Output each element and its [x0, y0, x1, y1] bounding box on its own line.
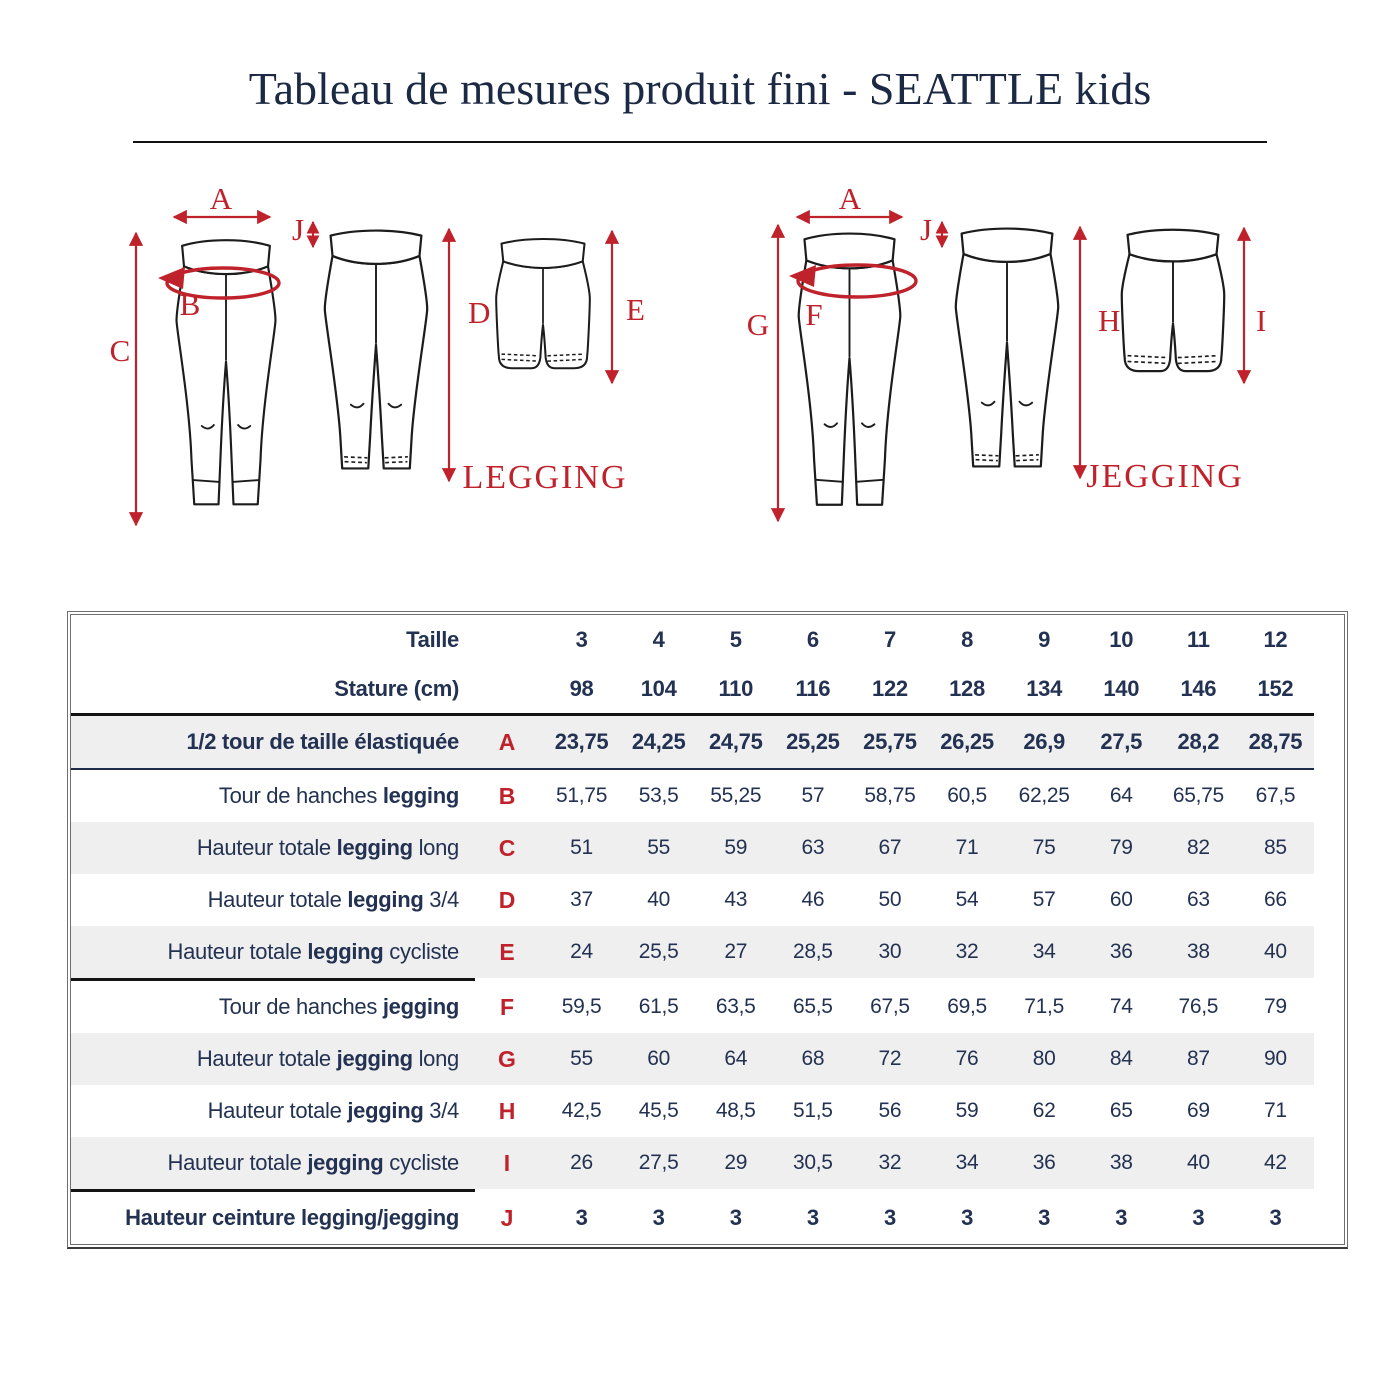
value-cell: 3 — [806, 1205, 819, 1230]
row-label-bold: jegging — [307, 1150, 384, 1175]
header-row — [71, 615, 1314, 664]
row-label — [71, 835, 471, 861]
row-label-post: 3/4 — [423, 1098, 459, 1123]
value-cell: 29 — [724, 1151, 748, 1174]
dim-label-j: J — [291, 212, 305, 247]
value-cell: 82 — [1186, 836, 1210, 859]
value-cell: 38 — [1109, 1151, 1133, 1174]
value-cell: 51 — [570, 836, 593, 859]
row-label-post: long — [412, 835, 459, 860]
measure-row-J — [71, 1192, 1314, 1244]
value-cell: 59 — [724, 836, 748, 859]
value-cell: 28,5 — [793, 940, 833, 963]
value-cell: 24 — [570, 940, 593, 963]
row-label-bold: legging — [307, 939, 384, 964]
dim-letter: C — [498, 834, 516, 861]
value-cell: 28,75 — [1248, 729, 1303, 754]
row-label-bold: jegging — [336, 1046, 413, 1071]
value-cell: 110 — [718, 675, 754, 701]
value-cell: 42 — [1264, 1151, 1287, 1174]
row-label — [71, 1205, 471, 1231]
value-cell: 23,75 — [554, 729, 609, 754]
value-cell: 4 — [652, 626, 665, 652]
value-cell: 26,25 — [940, 729, 994, 754]
title-divider — [133, 141, 1267, 143]
row-label — [71, 1046, 471, 1072]
value-cell: 62,25 — [1018, 784, 1070, 807]
row-label — [71, 676, 471, 702]
value-cell: 34 — [955, 1151, 979, 1174]
value-cell: 40 — [1264, 940, 1287, 963]
row-label-bold: Hauteur ceinture legging/jegging — [125, 1205, 459, 1230]
dim-letter: D — [498, 886, 516, 913]
value-cell: 55 — [570, 1047, 593, 1070]
value-cell: 90 — [1264, 1047, 1287, 1070]
row-label — [71, 1098, 471, 1124]
measure-row-B — [71, 770, 1314, 822]
measure-row-F — [71, 981, 1314, 1033]
value-cell: 45,5 — [638, 1099, 679, 1122]
value-cell: 98 — [569, 675, 594, 701]
value-cell: 65 — [1109, 1099, 1133, 1122]
row-label — [71, 1150, 471, 1176]
value-cell: 5 — [729, 626, 742, 652]
value-cell: 42,5 — [561, 1099, 602, 1122]
measure-row-C — [71, 822, 1314, 874]
row-label-post: cycliste — [383, 939, 459, 964]
value-cell: 71 — [1264, 1099, 1287, 1122]
measurement-table-inner — [70, 614, 1345, 1245]
value-cell: 75 — [1032, 836, 1056, 859]
value-cell: 58,75 — [864, 784, 916, 807]
dim-label-c: C — [109, 333, 131, 368]
value-cell: 27,5 — [1100, 729, 1143, 754]
row-label — [71, 783, 471, 809]
value-cell: 122 — [872, 675, 908, 701]
measure-row-I — [71, 1137, 1314, 1189]
value-cell: 7 — [883, 626, 896, 652]
value-cell: 30,5 — [793, 1151, 833, 1174]
value-cell: 63 — [1186, 888, 1210, 911]
value-cell: 71 — [955, 836, 979, 859]
row-label-pre: Hauteur totale — [207, 1098, 348, 1123]
row-label-bold: legging — [382, 783, 459, 808]
value-cell: 36 — [1109, 940, 1133, 963]
value-cell: 3 — [1115, 1205, 1128, 1230]
value-cell: 74 — [1109, 995, 1133, 1018]
value-cell: 25,5 — [638, 940, 679, 963]
row-label-bold: 1/2 tour de taille élastiquée — [186, 729, 459, 754]
page-title: Tableau de mesures produit fini - SEATTLE kids — [248, 63, 1152, 114]
value-cell: 57 — [801, 784, 825, 807]
value-cell: 64 — [1109, 784, 1133, 807]
value-cell: 36 — [1032, 1151, 1056, 1174]
value-cell: 11 — [1187, 626, 1210, 652]
row-label-pre: Hauteur totale — [167, 939, 308, 964]
value-cell: 61,5 — [638, 995, 679, 1018]
value-cell: 64 — [724, 1047, 748, 1070]
dim-letter: E — [499, 938, 515, 965]
value-cell: 8 — [961, 626, 973, 652]
row-label-post: cycliste — [383, 1150, 459, 1175]
value-cell: 26 — [570, 1151, 593, 1174]
value-cell: 3 — [1038, 1205, 1051, 1230]
row-label — [71, 729, 471, 755]
value-cell: 40 — [647, 888, 671, 911]
dim-letter: B — [498, 782, 516, 809]
legging-cycliste-drawing — [496, 239, 590, 368]
value-cell: 28,2 — [1177, 729, 1220, 754]
dim-label-d: D — [468, 295, 491, 330]
value-cell: 25,25 — [786, 729, 840, 754]
measurement-table — [67, 611, 1348, 1249]
value-cell: 6 — [806, 626, 819, 652]
legging-caption: LEGGING — [462, 459, 628, 496]
value-cell: 10 — [1109, 626, 1134, 652]
value-cell: 62 — [1032, 1099, 1056, 1122]
value-cell: 60 — [1109, 888, 1133, 911]
value-cell: 9 — [1038, 626, 1051, 652]
dim-label-b: B — [179, 287, 201, 322]
value-cell: 80 — [1032, 1047, 1056, 1070]
value-cell: 79 — [1109, 836, 1133, 859]
value-cell: 37 — [570, 888, 593, 911]
dim-letter: H — [498, 1097, 516, 1124]
dim-letter: A — [498, 728, 516, 755]
value-cell: 67,5 — [870, 995, 910, 1018]
value-cell: 134 — [1026, 675, 1063, 701]
dim-arrowhead-b — [158, 267, 185, 289]
legging-diagram — [100, 183, 660, 548]
value-cell: 3 — [883, 1205, 896, 1230]
value-cell: 24,25 — [631, 729, 686, 754]
value-cell: 63 — [801, 836, 825, 859]
value-cell: 24,75 — [708, 729, 763, 754]
value-cell: 71,5 — [1024, 995, 1064, 1018]
value-cell: 60 — [647, 1047, 671, 1070]
value-cell: 3 — [961, 1205, 973, 1230]
value-cell: 65,75 — [1172, 784, 1224, 807]
value-cell: 140 — [1103, 675, 1140, 701]
value-cell: 34 — [1032, 940, 1056, 963]
dim-label-a: A — [209, 183, 233, 216]
value-cell: 65,5 — [793, 995, 833, 1018]
value-cell: 59 — [955, 1099, 979, 1122]
jegging-cycliste-drawing — [1122, 230, 1224, 371]
row-label-text: Taille — [406, 626, 459, 652]
row-label-pre: Hauteur totale — [167, 1150, 308, 1175]
value-cell: 51,75 — [556, 784, 608, 807]
dim-label-j2: J — [919, 212, 933, 247]
row-label — [71, 994, 471, 1020]
row-label-post: 3/4 — [423, 887, 459, 912]
row-label-bold: jegging — [347, 1098, 424, 1123]
value-cell: 27 — [724, 940, 748, 963]
value-cell: 69,5 — [947, 995, 987, 1018]
value-cell: 85 — [1264, 836, 1287, 859]
value-cell: 32 — [878, 1151, 902, 1174]
value-cell: 38 — [1186, 940, 1210, 963]
value-cell: 76 — [955, 1047, 979, 1070]
value-cell: 66 — [1264, 888, 1287, 911]
value-cell: 46 — [801, 888, 825, 911]
row-label-text: Stature (cm) — [334, 675, 459, 701]
legging-3-4-drawing — [325, 231, 427, 469]
value-cell: 146 — [1180, 675, 1217, 701]
jegging-3-4-drawing — [956, 229, 1058, 467]
dim-letter: F — [499, 993, 515, 1020]
value-cell: 3 — [652, 1205, 665, 1230]
row-label-bold: jegging — [382, 994, 459, 1019]
measure-row-G — [71, 1033, 1314, 1085]
dim-label-g: G — [746, 307, 770, 342]
value-cell: 72 — [878, 1047, 902, 1070]
value-cell: 3 — [1192, 1205, 1205, 1230]
value-cell: 87 — [1186, 1047, 1210, 1070]
dim-letter: I — [503, 1149, 511, 1176]
value-cell: 3 — [729, 1205, 742, 1230]
value-cell: 27,5 — [638, 1151, 679, 1174]
dim-label-e: E — [626, 292, 645, 327]
value-cell: 116 — [795, 675, 831, 701]
row-label-bold: legging — [336, 835, 413, 860]
value-cell: 57 — [1032, 888, 1056, 911]
value-cell: 50 — [878, 888, 902, 911]
value-cell: 79 — [1264, 995, 1287, 1018]
row-label — [71, 887, 471, 913]
jegging-diagram — [740, 183, 1320, 548]
legging-long-drawing — [177, 240, 276, 504]
header-row — [71, 664, 1314, 713]
row-label-pre: Hauteur totale — [196, 1046, 337, 1071]
dim-label-a2: A — [838, 183, 862, 216]
value-cell: 3 — [575, 1205, 588, 1230]
value-cell: 104 — [640, 675, 677, 701]
value-cell: 67,5 — [1255, 784, 1296, 807]
value-cell: 32 — [955, 940, 979, 963]
row-label-bold: legging — [347, 887, 424, 912]
dim-letter: J — [500, 1204, 514, 1231]
value-cell: 59,5 — [561, 995, 602, 1018]
value-cell: 43 — [724, 888, 748, 911]
dim-label-h: H — [1098, 303, 1121, 338]
value-cell: 3 — [575, 626, 588, 652]
row-label-pre: Tour de hanches — [218, 783, 383, 808]
value-cell: 26,9 — [1023, 729, 1065, 754]
value-cell: 76,5 — [1178, 995, 1219, 1018]
measure-row-E — [71, 926, 1314, 978]
value-cell: 48,5 — [715, 1099, 756, 1122]
value-cell: 63,5 — [715, 995, 756, 1018]
row-label — [71, 627, 471, 653]
value-cell: 84 — [1109, 1047, 1133, 1070]
dim-letter: G — [498, 1045, 516, 1072]
value-cell: 30 — [878, 940, 902, 963]
row-label-pre: Hauteur totale — [207, 887, 348, 912]
measure-row-D — [71, 874, 1314, 926]
value-cell: 56 — [878, 1099, 902, 1122]
row-label-post: long — [412, 1046, 459, 1071]
measure-table-body — [71, 615, 1314, 1244]
value-cell: 68 — [801, 1047, 825, 1070]
row-label — [71, 939, 471, 965]
value-cell: 55 — [647, 836, 671, 859]
measure-row-H — [71, 1085, 1314, 1137]
value-cell: 51,5 — [793, 1099, 833, 1122]
row-label-pre: Tour de hanches — [218, 994, 383, 1019]
value-cell: 12 — [1263, 626, 1288, 652]
value-cell: 53,5 — [638, 784, 679, 807]
value-cell: 152 — [1257, 675, 1294, 701]
value-cell: 3 — [1269, 1205, 1282, 1230]
value-cell: 128 — [949, 675, 985, 701]
value-cell: 60,5 — [947, 784, 987, 807]
value-cell: 69 — [1186, 1099, 1210, 1122]
row-label-pre: Hauteur totale — [196, 835, 337, 860]
dim-label-f: F — [805, 297, 823, 332]
dim-label-i: I — [1256, 303, 1267, 338]
measure-row-A — [71, 716, 1314, 768]
value-cell: 40 — [1186, 1151, 1210, 1174]
value-cell: 67 — [878, 836, 902, 859]
value-cell: 55,25 — [710, 784, 762, 807]
value-cell: 54 — [955, 888, 979, 911]
value-cell: 25,75 — [863, 729, 917, 754]
jegging-caption: JEGGING — [1086, 458, 1244, 495]
